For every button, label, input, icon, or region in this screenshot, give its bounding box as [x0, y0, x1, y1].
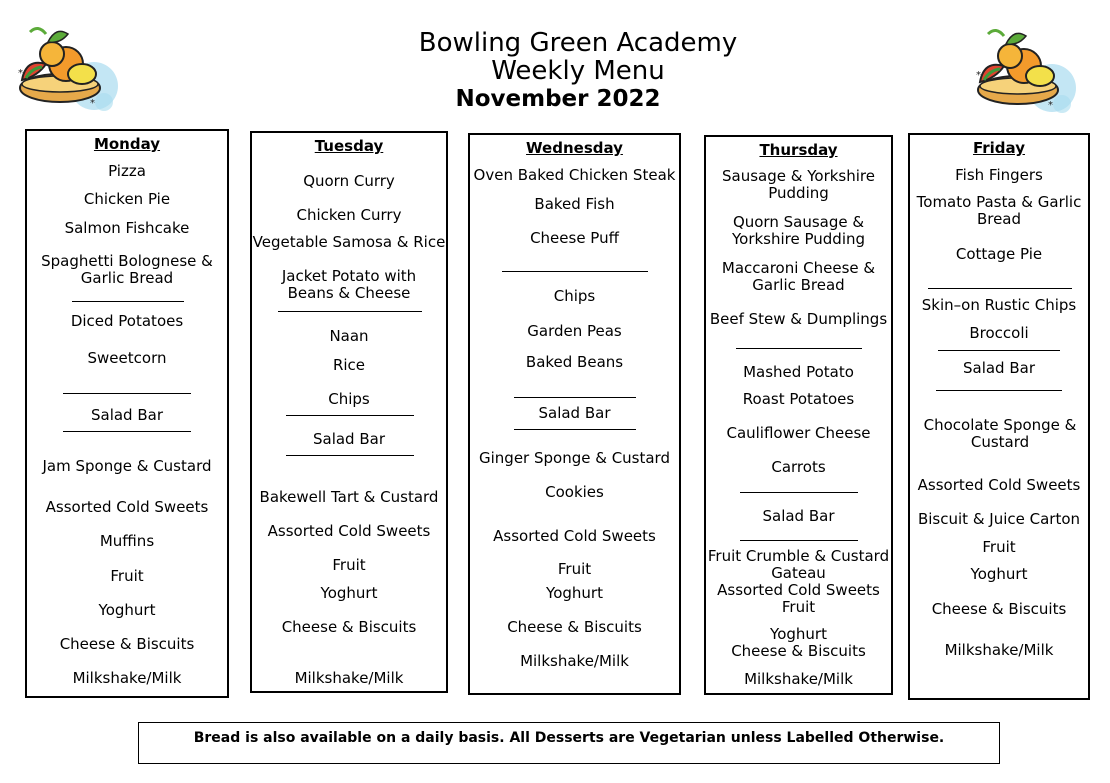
menu-item: Tomato Pasta & Garlic Bread — [916, 193, 1082, 228]
divider — [286, 415, 414, 416]
menu-item: Sweetcorn — [87, 349, 167, 367]
menu-item: Cheese & Biscuits — [731, 642, 866, 660]
menu-item: Baked Fish — [534, 195, 615, 213]
menu-item: Ginger Sponge & Custard — [479, 449, 670, 467]
divider — [514, 429, 636, 430]
menu-item: Broccoli — [969, 324, 1029, 342]
menu-item: Cottage Pie — [955, 245, 1043, 263]
fruit-bowl-icon — [8, 18, 118, 113]
divider — [72, 301, 184, 302]
svg-text:*: * — [90, 98, 95, 109]
menu-item: Yoghurt — [320, 584, 378, 602]
day-column-thursday — [704, 135, 893, 695]
menu-item: Yoghurt — [98, 601, 156, 619]
menu-item: Fruit — [982, 538, 1016, 556]
menu-item: Jacket Potato with Beans & Cheese — [281, 267, 417, 302]
day-column-tuesday — [250, 131, 448, 693]
menu-item: Sausage & Yorkshire Pudding — [722, 167, 875, 202]
menu-item: Chips — [553, 287, 596, 305]
menu-item: Assorted Cold Sweets — [45, 498, 209, 516]
menu-item: Quorn Sausage & Yorkshire Pudding — [731, 213, 866, 248]
menu-item: Cheese Puff — [530, 229, 619, 247]
menu-item: Fruit — [781, 598, 816, 616]
footer-note: Bread is also available on a daily basis. All Desserts are Vegetarian unless Labelled Otherwise. — [138, 722, 1000, 764]
menu-item: Fruit Crumble & Custard — [707, 547, 890, 565]
menu-item: Biscuit & Juice Carton — [917, 510, 1081, 528]
menu-item: Assorted Cold Sweets — [717, 581, 880, 599]
menu-item: Cheese & Biscuits — [59, 635, 195, 653]
menu-item: Fruit — [557, 560, 592, 578]
divider — [740, 492, 858, 493]
menu-item: Roast Potatoes — [742, 390, 855, 408]
menu-item: Fruit — [332, 556, 366, 574]
divider — [514, 397, 636, 398]
menu-item: Salad Bar — [312, 430, 385, 448]
menu-item: Vegetable Samosa & Rice — [252, 233, 446, 251]
day-column-monday — [25, 129, 229, 698]
menu-item: Pizza — [108, 162, 146, 180]
day-heading-thursday: Thursday — [759, 141, 838, 159]
menu-item: Bakewell Tart & Custard — [259, 488, 439, 506]
divider — [936, 390, 1062, 391]
menu-item: Cheese & Biscuits — [281, 618, 417, 636]
menu-item: Quorn Curry — [303, 172, 395, 190]
menu-item: Yoghurt — [970, 565, 1028, 583]
school-name: Bowling Green Academy — [418, 28, 738, 58]
menu-item: Milkshake/Milk — [744, 670, 853, 688]
menu-item: Yoghurt — [770, 625, 827, 643]
svg-text:*: * — [1048, 100, 1053, 111]
menu-item: Chocolate Sponge & Custard — [923, 416, 1077, 451]
menu-item: Skin–on Rustic Chips — [921, 296, 1077, 314]
menu-item: Rice — [332, 356, 366, 374]
menu-item: Beef Stew & Dumplings — [709, 310, 888, 328]
menu-item: Chicken Pie — [83, 190, 171, 208]
menu-item: Chicken Curry — [296, 206, 402, 224]
divider — [63, 431, 191, 432]
menu-item: Diced Potatoes — [70, 312, 184, 330]
day-column-friday — [908, 133, 1090, 700]
menu-item: Cookies — [545, 483, 604, 501]
menu-item: Jam Sponge & Custard — [42, 457, 212, 475]
menu-subtitle: Weekly Menu — [491, 56, 665, 86]
divider — [502, 271, 648, 272]
menu-item: Maccaroni Cheese & Garlic Bread — [721, 259, 876, 294]
menu-item: Naan — [329, 327, 369, 345]
menu-item: Milkshake/Milk — [944, 641, 1054, 659]
divider — [278, 311, 422, 312]
menu-item: Milkshake/Milk — [72, 669, 182, 687]
menu-item: Garden Peas — [527, 322, 622, 340]
menu-item: Baked Beans — [525, 353, 624, 371]
svg-text:*: * — [18, 68, 23, 79]
menu-item: Salad Bar — [962, 359, 1035, 377]
fruit-bowl-icon — [966, 20, 1076, 115]
menu-item: Assorted Cold Sweets — [917, 476, 1081, 494]
menu-item: Salad Bar — [538, 404, 611, 422]
day-heading-friday: Friday — [972, 139, 1025, 157]
menu-item: Assorted Cold Sweets — [267, 522, 431, 540]
day-column-wednesday — [468, 133, 681, 695]
menu-item: Cheese & Biscuits — [507, 618, 642, 636]
menu-item: Milkshake/Milk — [294, 669, 404, 687]
divider — [736, 348, 862, 349]
divider — [63, 393, 191, 394]
divider — [740, 540, 858, 541]
menu-item: Fish Fingers — [955, 166, 1043, 184]
menu-month: November 2022 — [455, 86, 661, 112]
menu-item: Salmon Fishcake — [64, 219, 190, 237]
divider — [938, 350, 1060, 351]
menu-item: Carrots — [771, 458, 826, 476]
menu-item: Gateau — [771, 564, 826, 582]
day-heading-wednesday: Wednesday — [526, 139, 623, 157]
menu-item: Chips — [328, 390, 370, 408]
menu-item: Milkshake/Milk — [520, 652, 629, 670]
divider — [286, 455, 414, 456]
day-heading-tuesday: Tuesday — [314, 137, 384, 155]
menu-item: Oven Baked Chicken Steak — [473, 166, 676, 184]
menu-item: Fruit — [110, 567, 144, 585]
menu-item: Mashed Potato — [743, 363, 854, 381]
menu-item: Muffins — [99, 532, 155, 550]
menu-item: Salad Bar — [762, 507, 835, 525]
menu-item: Yoghurt — [546, 584, 603, 602]
menu-item: Spaghetti Bolognese & Garlic Bread — [41, 252, 213, 287]
svg-text:*: * — [976, 70, 981, 81]
day-heading-monday: Monday — [93, 135, 161, 153]
menu-item: Cheese & Biscuits — [931, 600, 1067, 618]
menu-item: Cauliflower Cheese — [726, 424, 871, 442]
menu-item: Salad Bar — [90, 406, 163, 424]
divider — [928, 288, 1072, 289]
menu-item: Assorted Cold Sweets — [493, 527, 656, 545]
